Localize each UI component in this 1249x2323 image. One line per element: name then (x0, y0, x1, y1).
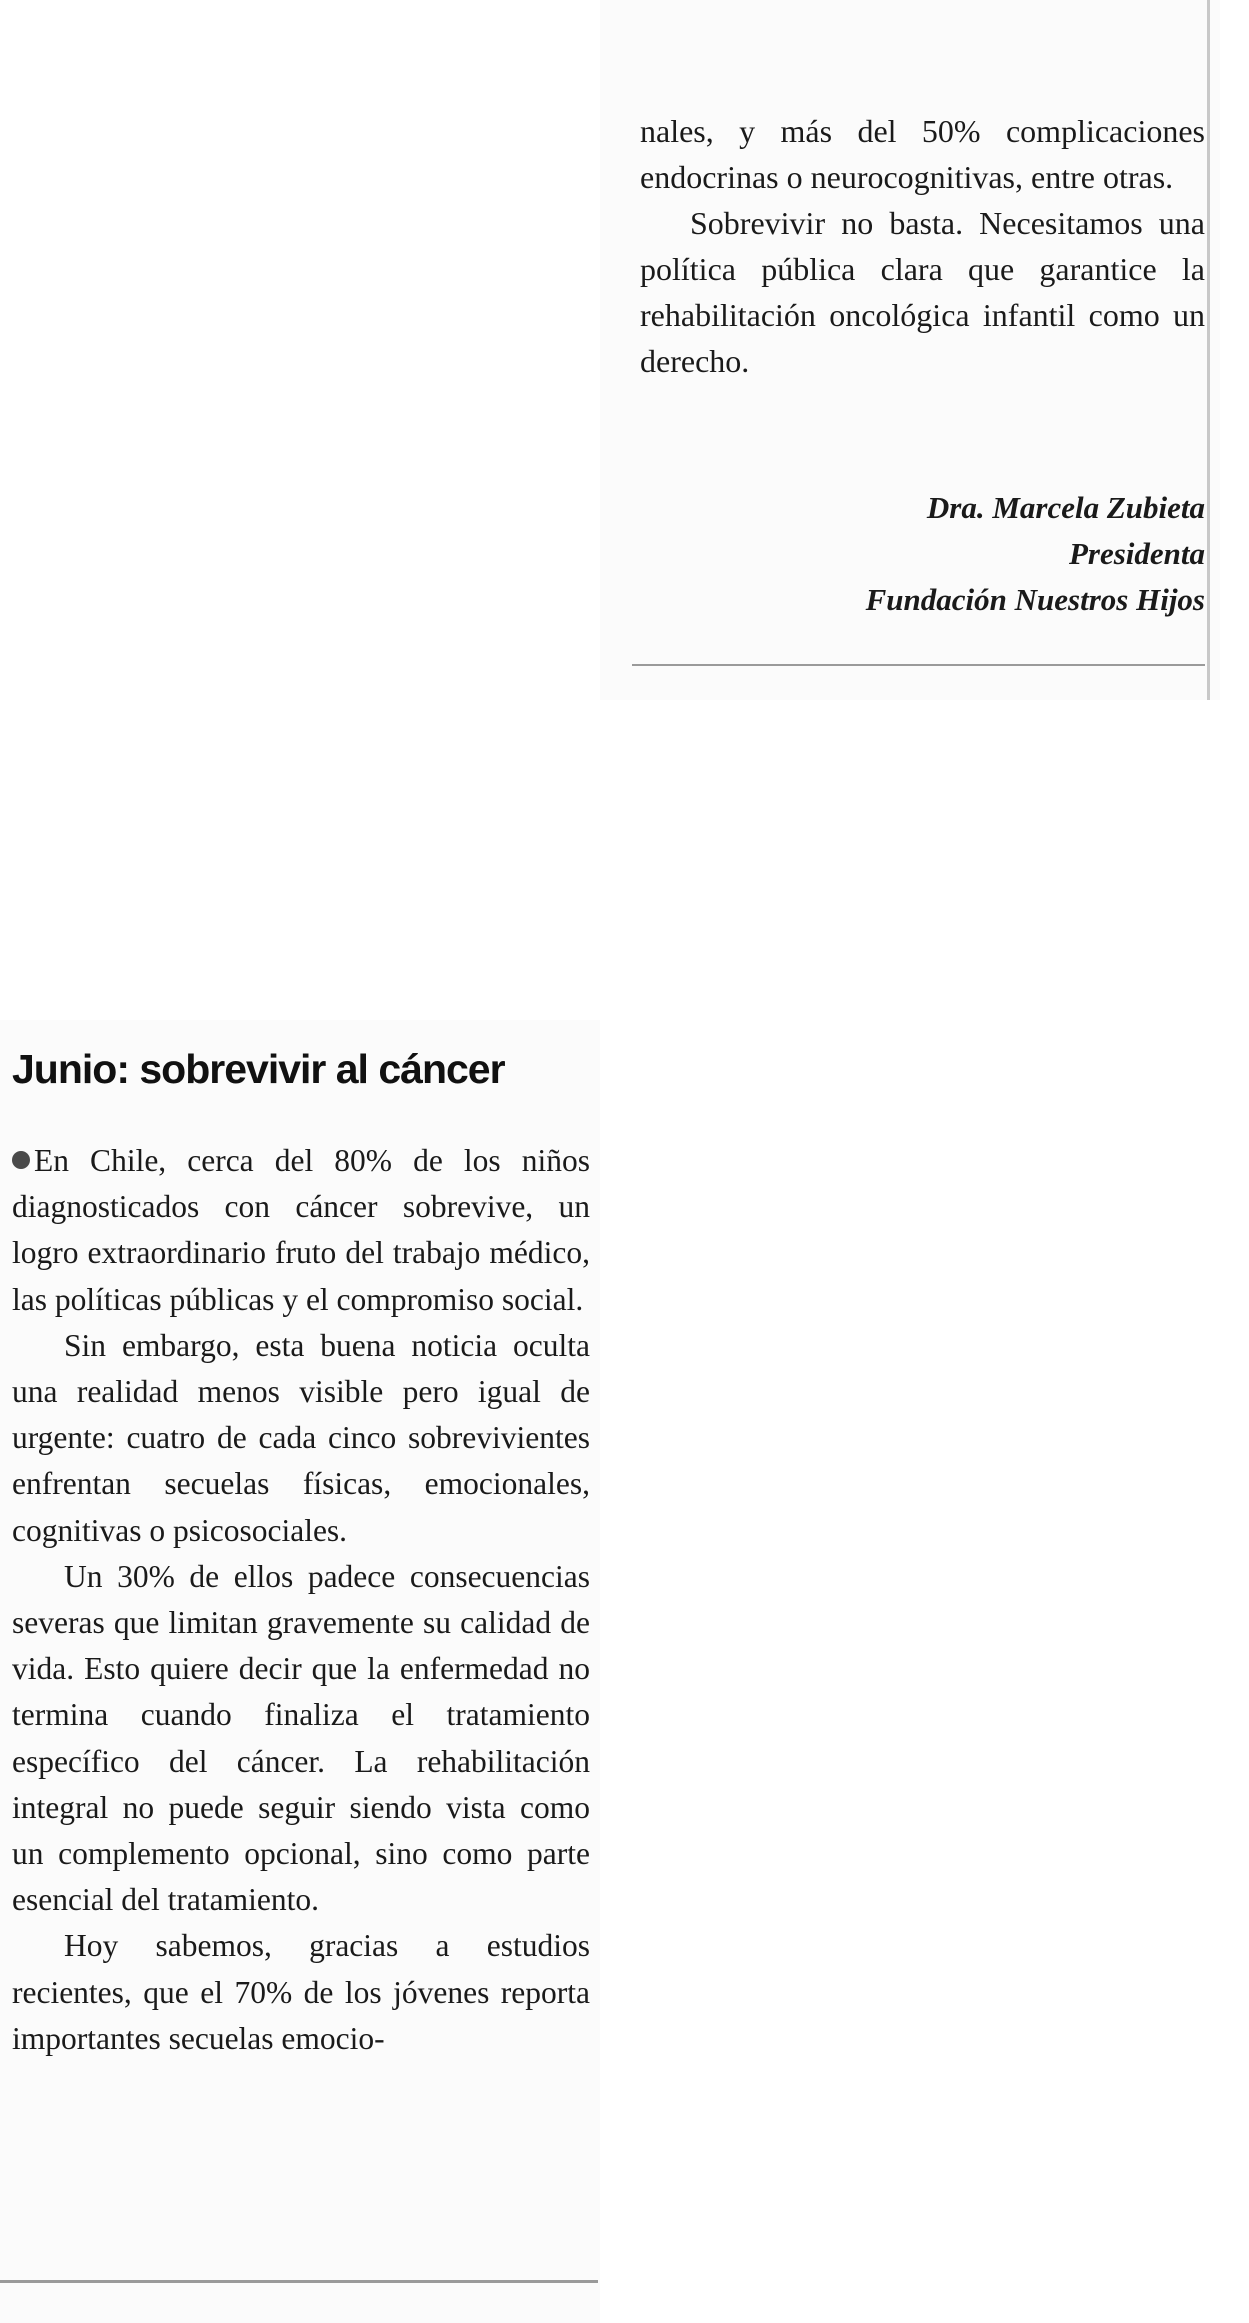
article-paragraph (12, 1138, 590, 1323)
article-title: Junio: sobrevivir al cáncer (12, 1046, 505, 1092)
signature-name: Dra. Marcela Zubieta (926, 490, 1205, 525)
article-paragraph: Sin embargo, esta buena noticia oculta una realidad menos visible pero igual de urgente: cuatro de cada cinco sobrevivientes enfrentan secuelas físicas, emocionales, cognitivas o psicosociales. (12, 1327, 590, 1548)
letter-continuation-text (640, 108, 1205, 384)
section-divider (632, 664, 1205, 666)
article-paragraph: Hoy sabemos, gracias a estudios recientes, que el 70% de los jóvenes reporta importantes secuelas emocio- (12, 1928, 590, 2056)
article-bottom-divider (0, 2280, 598, 2283)
letter-paragraph: nales, y más del 50% complicaciones endocrinas o neurocognitivas, entre otras. (640, 113, 1205, 195)
article-body (12, 1138, 590, 2062)
signature-role: Presidenta (1068, 536, 1205, 571)
letter-paragraph: Sobrevivir no basta. Necesitamos una política pública clara que garantice la rehabilitación oncológica infantil como un derecho. (640, 205, 1205, 379)
bullet-icon (12, 1151, 30, 1169)
signature-organization: Fundación Nuestros Hijos (865, 582, 1205, 617)
article-paragraph: Un 30% de ellos padece consecuencias severas que limitan gravemente su calidad de vida. Esto quiere decir que la enfermedad no termina cuando finaliza el tratamiento específico del cáncer. La rehabilitación integral no puede seguir siendo vista como un complemento opcional, sino como parte esencial del tratamiento. (12, 1558, 590, 1918)
column-divider (1207, 0, 1210, 700)
letter-signature (640, 485, 1205, 623)
article-paragraph-text: En Chile, cerca del 80% de los niños diagnosticados con cáncer sobrevive, un logro extraordinario fruto del trabajo médico, las políticas públicas y el compromiso social. (12, 1143, 590, 1317)
